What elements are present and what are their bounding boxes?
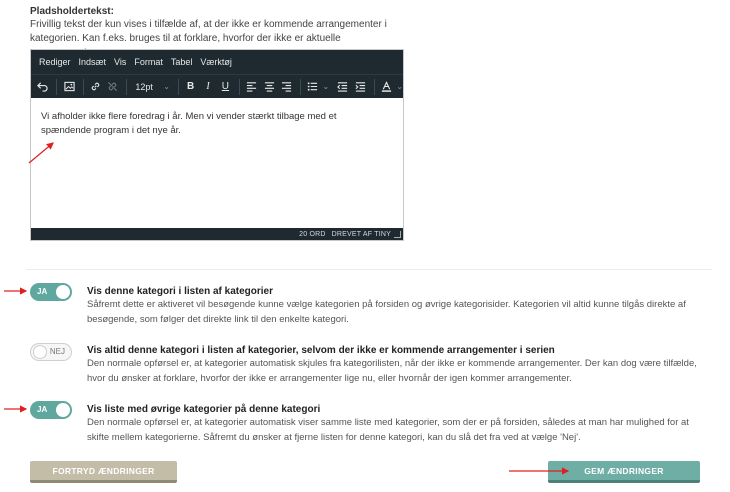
text-color-icon[interactable] — [379, 78, 394, 96]
option-title-show-other-categories: Vis liste med øvrige kategorier på denne kategori — [87, 404, 321, 415]
toolbar-divider — [178, 79, 179, 95]
unlink-icon[interactable] — [105, 78, 120, 96]
toggle-label: JA — [37, 287, 48, 296]
toolbar-divider — [126, 79, 127, 95]
chevron-down-icon[interactable]: ⌄ — [322, 82, 330, 91]
rich-text-editor — [30, 49, 404, 241]
powered-by-link[interactable]: DREVET AF TINY — [331, 230, 391, 238]
image-icon[interactable] — [61, 78, 76, 96]
editor-menubar — [31, 50, 403, 74]
cancel-changes-button[interactable]: FORTRYD ÆNDRINGER — [30, 461, 177, 483]
toggle-label: NEJ — [49, 347, 65, 356]
toggle-label: JA — [37, 405, 48, 414]
toggle-show-other-categories[interactable] — [30, 401, 72, 419]
undo-icon[interactable] — [35, 78, 50, 96]
toolbar-divider — [239, 79, 240, 95]
editor-content[interactable]: Vi afholder ikke flere foredrag i år. Men vi vender stærkt tilbage med et spændende program i det nye år. — [41, 111, 337, 136]
word-count: 20 ORD — [299, 230, 326, 238]
menu-tools[interactable]: Værktøj — [200, 57, 232, 67]
align-left-icon[interactable] — [244, 78, 259, 96]
font-size-select[interactable] — [131, 82, 174, 92]
menu-format[interactable]: Format — [134, 57, 163, 67]
toggle-knob — [33, 345, 47, 359]
toggle-show-in-list[interactable] — [30, 283, 72, 301]
save-changes-button[interactable]: GEM ÆNDRINGER — [548, 461, 700, 483]
menu-table[interactable]: Tabel — [170, 57, 193, 67]
chevron-down-icon: ⌄ — [163, 82, 170, 91]
align-right-icon[interactable] — [279, 78, 294, 96]
menu-view[interactable]: Vis — [114, 57, 127, 67]
option-title-show-in-list: Vis denne kategori i listen af kategorier — [87, 286, 273, 297]
option-description-show-in-list: Såfremt dette er aktiveret vil besøgende kunne vælge kategorien på forsiden og øvrige kategorisider. Kategorien vil altid kunne tilgås direkte af besøgende, som følger det direkte link til den enkelte kategori. — [87, 299, 686, 325]
underline-icon[interactable]: U — [221, 81, 230, 92]
placeholder-description: Frivillig tekst der kun vises i tilfælde af, at der ikke er kommende arrangementer i kategorien. Kan f.eks. bruges til at forklare, hvorfor der ikke er aktuelle — [30, 19, 387, 44]
option-description-always-show: Den normale opførsel er, at kategorier automatisk skjules fra kategorilisten, når der ikke er kommende arrangementer. Der kan dog være tilfælde, hvor du ønsker at forklare, hvorfor der ikke er arrangementer lige nu, eller hvornår der igen kommer arrangementer. — [87, 358, 697, 384]
font-size-value: 12pt — [135, 81, 153, 92]
align-center-icon[interactable] — [261, 78, 276, 96]
menu-edit[interactable]: Rediger — [39, 57, 71, 67]
option-description-show-other-categories: Den normale opførsel er, at kategorier automatisk viser samme liste med kategorier, som der er på forsiden, således at man har mulighed for at skifte mellem kategorierne. Såfremt du ønsker at fjerne listen for denne kategori, kan du slå det fra ved at vælge 'Nej'. — [87, 417, 689, 443]
toggle-knob — [56, 403, 70, 417]
editor-statusbar — [31, 228, 403, 240]
menu-insert[interactable]: Indsæt — [78, 57, 107, 67]
bold-icon[interactable]: B — [187, 81, 195, 92]
resize-handle-icon[interactable] — [394, 231, 401, 238]
link-icon[interactable] — [88, 78, 103, 96]
outdent-icon[interactable] — [335, 78, 350, 96]
toggle-always-show[interactable] — [30, 343, 72, 361]
section-divider — [26, 269, 712, 270]
option-title-always-show: Vis altid denne kategori i listen af kategorier, selvom der ikke er kommende arrangementer i serien — [87, 345, 555, 356]
toolbar-divider — [83, 79, 84, 95]
toggle-knob — [56, 285, 70, 299]
chevron-down-icon[interactable]: ⌄ — [396, 82, 404, 91]
toolbar-divider — [56, 79, 57, 95]
italic-icon[interactable]: I — [206, 81, 210, 92]
toolbar-divider — [300, 79, 301, 95]
bullet-list-icon[interactable] — [305, 78, 320, 96]
toolbar-divider — [374, 79, 375, 95]
placeholder-title: Pladsholdertekst: — [30, 6, 114, 17]
indent-icon[interactable] — [353, 78, 368, 96]
editor-toolbar — [31, 74, 403, 98]
